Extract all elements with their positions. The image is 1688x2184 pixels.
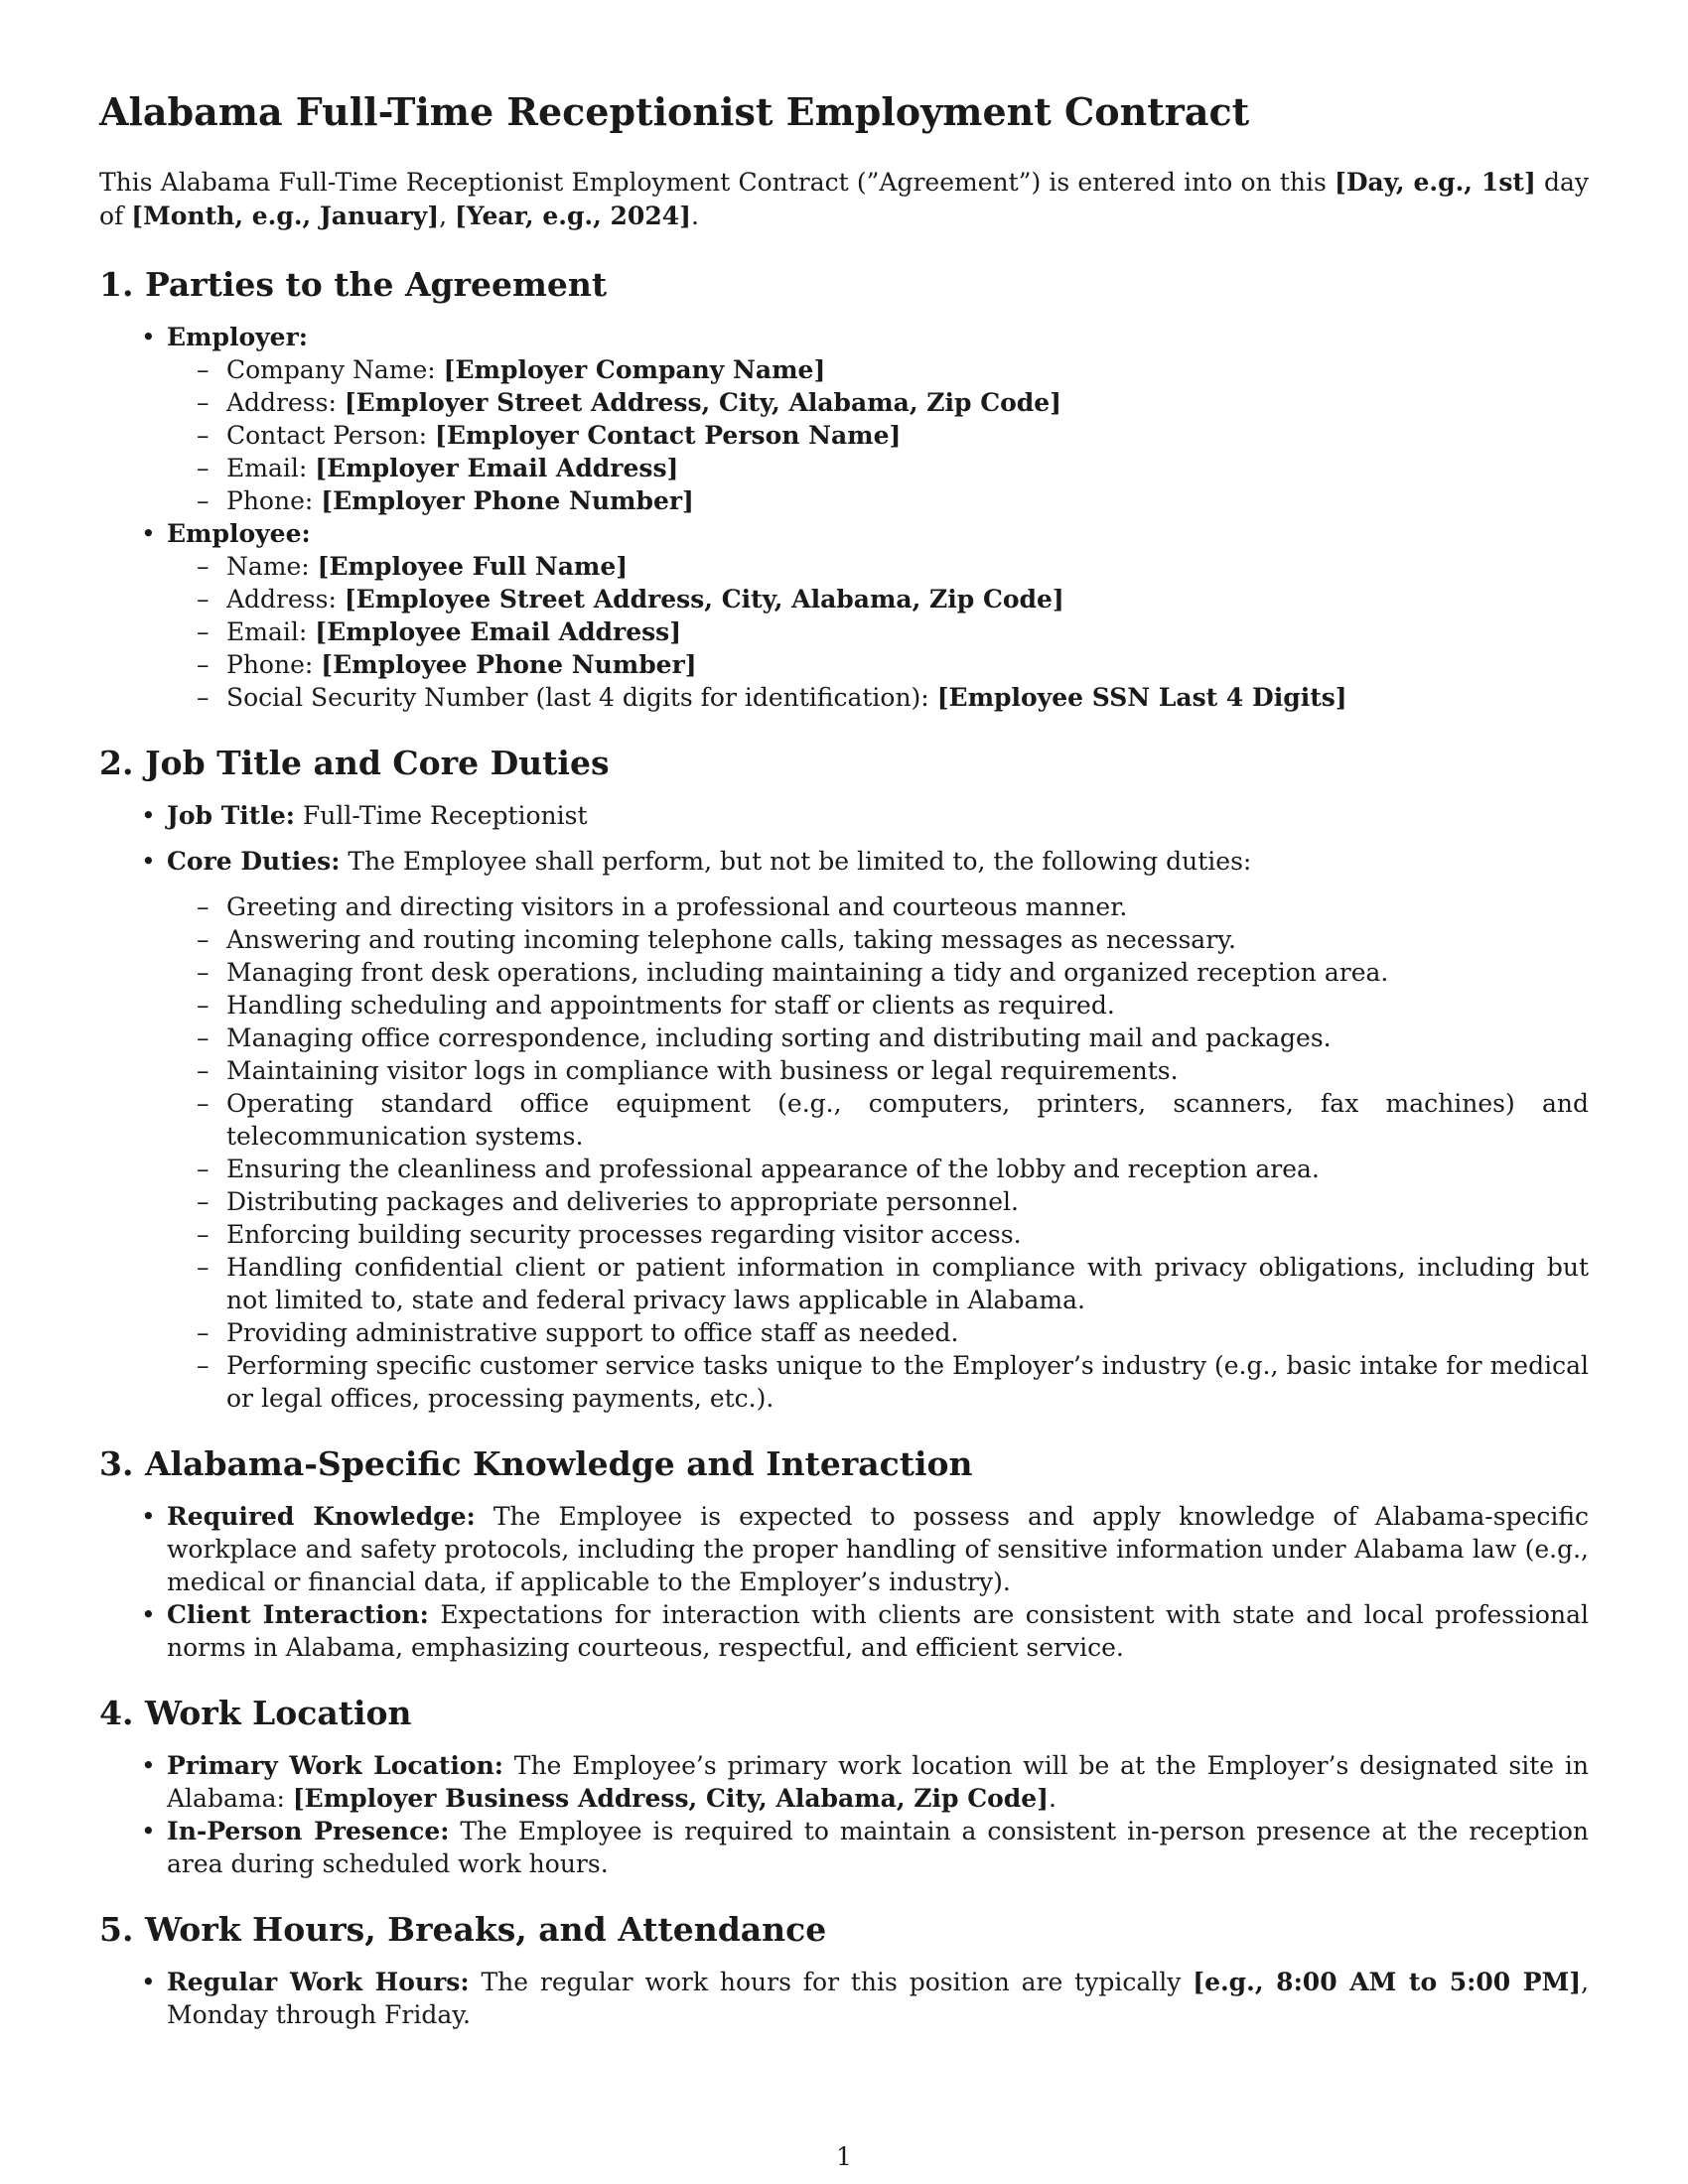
field-label: Address:: [226, 585, 345, 614]
field-value: [Employee Email Address]: [315, 617, 682, 646]
field-value: [Employee Full Name]: [317, 552, 629, 581]
field-value: [Employer Company Name]: [443, 355, 826, 384]
employer-item: [167, 321, 1589, 517]
field-label: Address:: [226, 388, 345, 417]
field-label: Email:: [226, 617, 316, 646]
page-number: 1: [836, 2142, 852, 2171]
primary-location-label: Primary Work Location:: [167, 1751, 503, 1780]
field-label: Name:: [226, 552, 318, 581]
employee-field: [226, 550, 1589, 583]
duty-item: – Handling scheduling and appointments for staff or clients as required.: [226, 989, 1589, 1022]
core-duties-label: Core Duties:: [167, 847, 341, 876]
field-value: [Employee Phone Number]: [321, 650, 697, 679]
hours-placeholder: [e.g., 8:00 AM to 5:00 PM]: [1193, 1968, 1582, 1996]
client-interaction-text: Expectations for interaction with clients are consistent with state and local professional norms in Alabama, emphasizing courteous, respectful, and efficient service.: [167, 1600, 1589, 1662]
duty-item: – Handling confidential client or patient information in compliance with privacy obligations, including but not limited to, state and federal privacy laws applicable in Alabama.: [226, 1251, 1589, 1316]
field-label: Company Name:: [226, 355, 444, 384]
intro-text: This Alabama Full-Time Receptionist Employment Contract (”Agreement”) is entered into on this: [99, 168, 1335, 197]
client-interaction-label: Client Interaction:: [167, 1600, 429, 1629]
required-knowledge-item: [167, 1500, 1589, 1598]
regular-hours-end: , Monday through Friday.: [167, 1968, 1590, 2029]
duty-item: – Answering and routing incoming telephone calls, taking messages as necessary.: [226, 923, 1589, 956]
primary-location-end: .: [1048, 1784, 1056, 1813]
employer-field: [226, 386, 1589, 419]
field-label: Social Security Number (last 4 digits for identification):: [226, 683, 937, 712]
regular-hours-item: [167, 1966, 1589, 2031]
in-person-text: The Employee is required to maintain a consistent in-person presence at the reception area during scheduled work hours.: [167, 1817, 1589, 1878]
document-title: Alabama Full-Time Receptionist Employment Contract: [99, 89, 1250, 134]
section-heading: 1. Parties to the Agreement: [99, 265, 608, 304]
employee-field: [226, 583, 1589, 615]
intro-text: day of: [99, 168, 1590, 230]
employer-field: [226, 452, 1589, 484]
duty-item: – Ensuring the cleanliness and professional appearance of the lobby and reception area.: [226, 1153, 1589, 1185]
duty-item: – Providing administrative support to office staff as needed.: [226, 1316, 1589, 1349]
duty-item: – Maintaining visitor logs in compliance with business or legal requirements.: [226, 1054, 1589, 1087]
duty-item: – Managing office correspondence, including sorting and distributing mail and packages.: [226, 1022, 1589, 1054]
duty-item: – Distributing packages and deliveries to appropriate personnel.: [226, 1185, 1589, 1218]
day-placeholder: [Day, e.g., 1st]: [1334, 168, 1536, 197]
job-title-item: [167, 799, 1589, 832]
field-value: [Employee Street Address, City, Alabama, Zip Code]: [344, 585, 1064, 614]
employer-field: [226, 484, 1589, 517]
section-heading: 4. Work Location: [99, 1694, 412, 1732]
field-value: [Employer Street Address, City, Alabama, Zip Code]: [344, 388, 1061, 417]
regular-hours-label: Regular Work Hours:: [167, 1968, 470, 1996]
section-parties: [99, 261, 1589, 714]
section-heading: 3. Alabama-Specific Knowledge and Interaction: [99, 1444, 973, 1483]
field-value: [Employer Email Address]: [315, 454, 679, 482]
section-work-hours: [99, 1906, 1589, 2031]
section-job-title: [99, 740, 1589, 1415]
field-label: Phone:: [226, 650, 322, 679]
duty-item: – Greeting and directing visitors in a professional and courteous manner.: [226, 890, 1589, 923]
field-label: Email:: [226, 454, 316, 482]
employer-label: Employer:: [167, 323, 308, 351]
section-heading: 2. Job Title and Core Duties: [99, 744, 610, 782]
duty-item: – Enforcing building security processes regarding visitor access.: [226, 1218, 1589, 1251]
field-value: [Employer Contact Person Name]: [435, 421, 902, 450]
employee-item: [167, 517, 1589, 714]
field-value: [Employer Phone Number]: [321, 486, 694, 515]
employer-field: [226, 353, 1589, 386]
in-person-label: In-Person Presence:: [167, 1817, 450, 1845]
required-knowledge-text: The Employee is expected to possess and apply knowledge of Alabama-specific workplace and safety protocols, including the proper handling of sensitive information under Alabama law (e.g., medical or financial data, if applicable to the Employer’s industry).: [167, 1502, 1589, 1596]
required-knowledge-label: Required Knowledge:: [167, 1502, 476, 1531]
month-placeholder: [Month, e.g., January]: [131, 202, 440, 230]
contract-page: [99, 84, 1589, 2057]
primary-location-text: The Employee’s primary work location will be at the Employer’s designated site in Alabama:: [167, 1751, 1589, 1813]
intro-text: .: [690, 202, 699, 230]
duty-item: – Managing front desk operations, including maintaining a tidy and organized reception area.: [226, 956, 1589, 989]
employer-field: [226, 419, 1589, 452]
job-title-label: Job Title:: [167, 801, 295, 830]
section-heading: 5. Work Hours, Breaks, and Attendance: [99, 1910, 827, 1949]
client-interaction-item: [167, 1598, 1589, 1664]
primary-location-item: [167, 1749, 1589, 1815]
year-placeholder: [Year, e.g., 2024]: [454, 202, 691, 230]
intro-text: ,: [439, 202, 455, 230]
business-address-placeholder: [Employer Business Address, City, Alabama, Zip Code]: [292, 1784, 1049, 1813]
core-duties-text: The Employee shall perform, but not be limited to, the following duties:: [340, 847, 1252, 876]
field-label: Phone:: [226, 486, 322, 515]
core-duties-item: [167, 845, 1589, 1415]
in-person-item: [167, 1815, 1589, 1880]
employee-field: [226, 615, 1589, 648]
section-work-location: [99, 1690, 1589, 1880]
intro-paragraph: [99, 166, 1589, 233]
employee-label: Employee:: [167, 519, 311, 548]
regular-hours-text: The regular work hours for this position are typically: [469, 1968, 1194, 1996]
employee-field: [226, 648, 1589, 681]
field-label: Contact Person:: [226, 421, 436, 450]
employee-field: [226, 681, 1589, 714]
job-title-value: Full-Time Receptionist: [294, 801, 588, 830]
field-value: [Employee SSN Last 4 Digits]: [936, 683, 1347, 712]
section-alabama-knowledge: [99, 1440, 1589, 1664]
duty-item: – Performing specific customer service tasks unique to the Employer’s industry (e.g., basic intake for medical or legal offices, processing payments, etc.).: [226, 1349, 1589, 1415]
duty-item: – Operating standard office equipment (e.g., computers, printers, scanners, fax machines) and telecommunication systems.: [226, 1087, 1589, 1153]
